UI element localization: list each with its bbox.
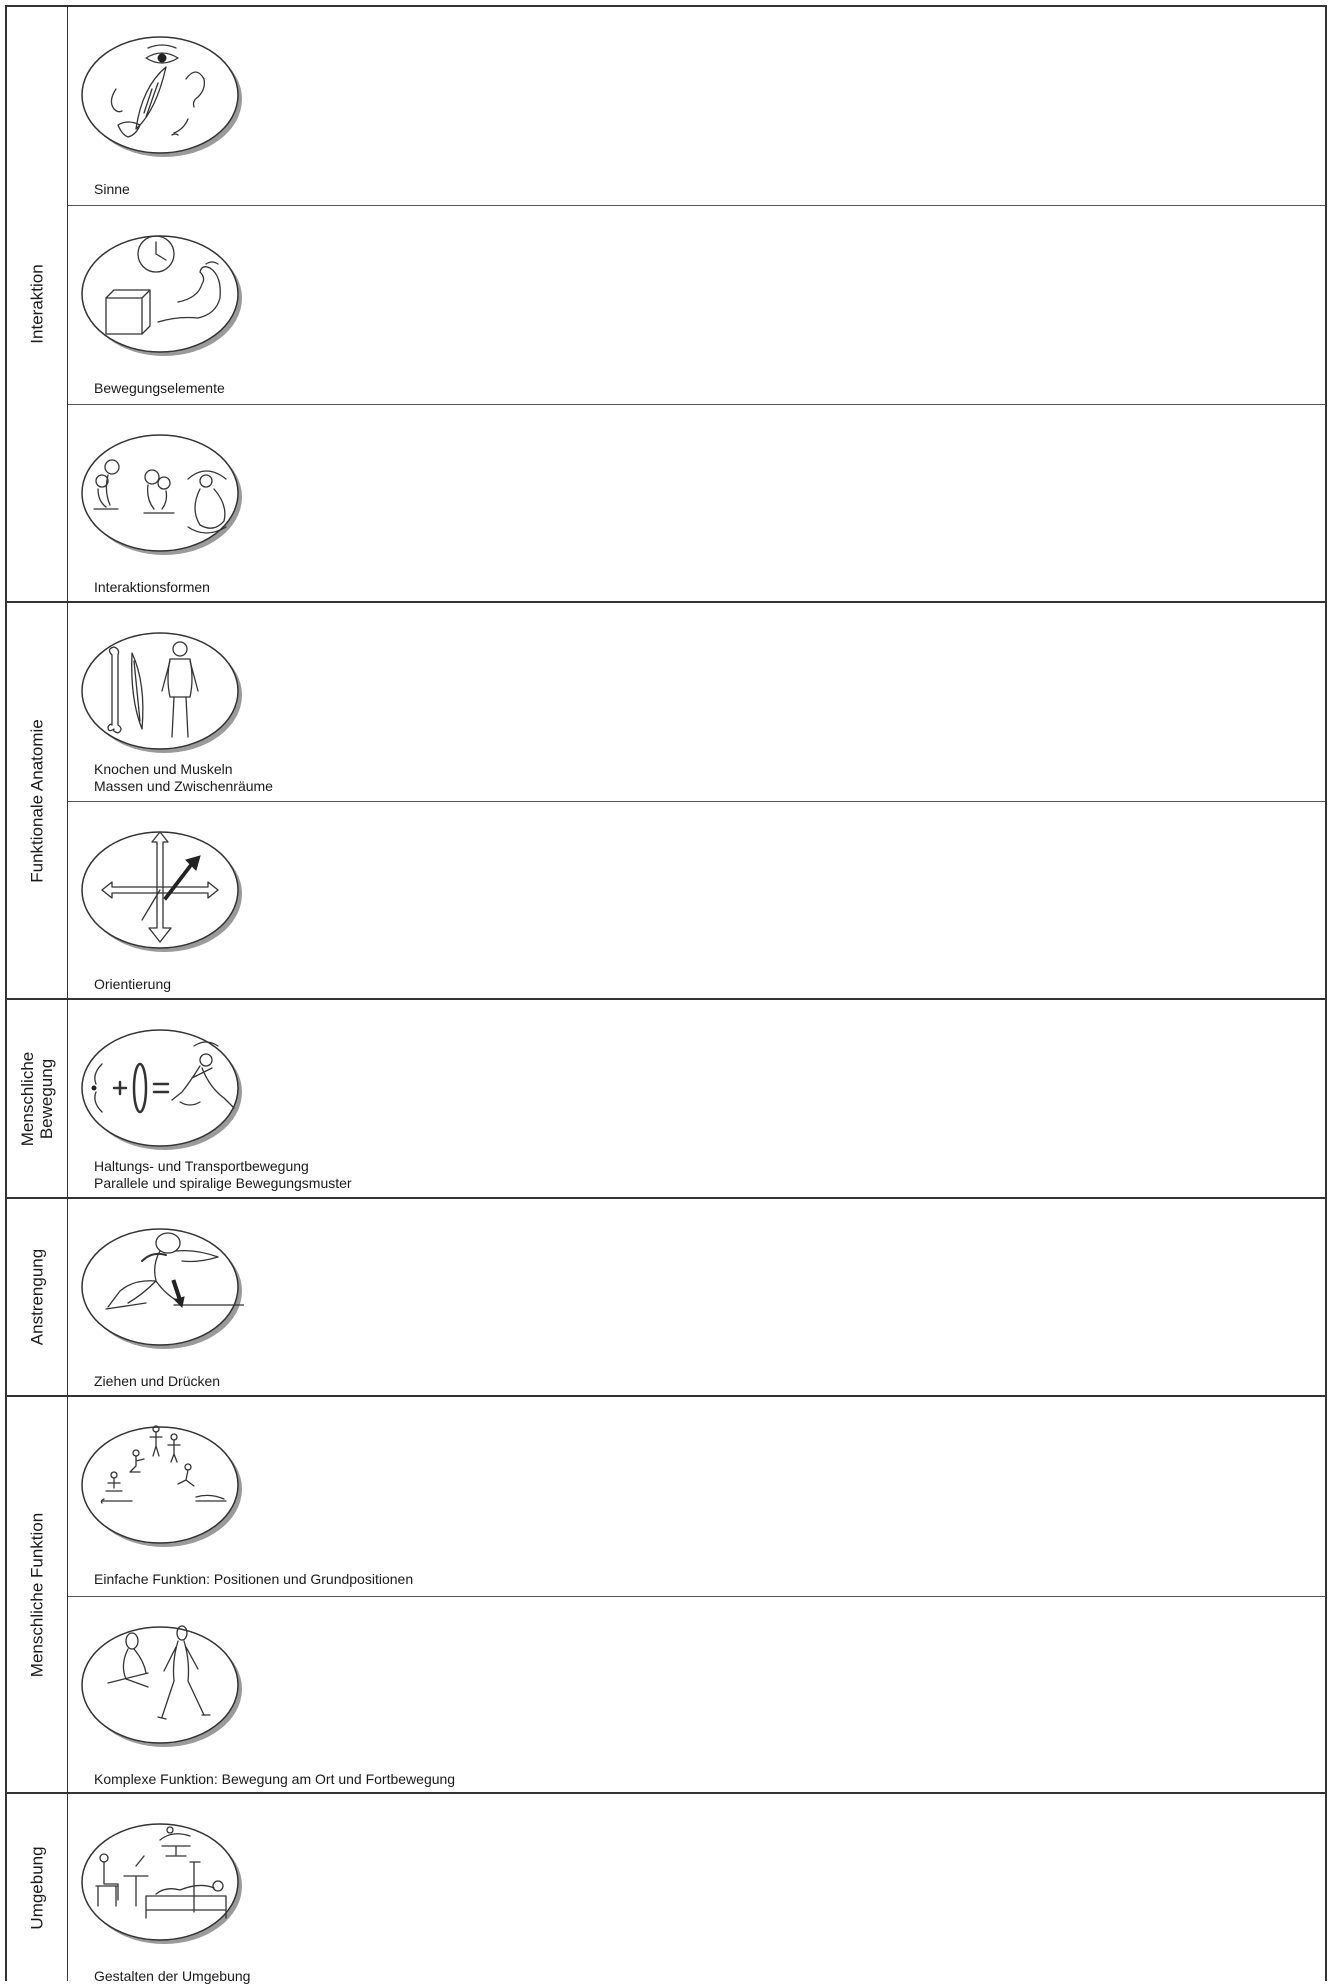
- row-gestalten-umgebung: [68, 1794, 1325, 1983]
- group-label-cell: [7, 1199, 68, 1395]
- row-ziehen-druecken: [68, 1199, 1325, 1397]
- row-caption: [94, 976, 171, 993]
- group-label-line: Bewegung: [37, 1058, 56, 1139]
- group-menschliche-bewegung: [5, 998, 1327, 1197]
- row-caption: [94, 181, 130, 198]
- caption-line: Bewegungselemente: [94, 380, 225, 396]
- group-label: Funktionale Anatomie: [27, 718, 47, 883]
- caption-line: Haltungs- und Transportbewegung: [94, 1158, 309, 1174]
- row-sinne: [68, 7, 1325, 205]
- caption-line: Massen und Zwischenräume: [94, 778, 273, 794]
- environment-icon: [76, 1816, 244, 1944]
- group-label: [18, 1051, 56, 1146]
- senses-icon: [76, 29, 244, 157]
- group-label: Anstrengung: [27, 1248, 47, 1346]
- group-interaktion: [5, 5, 1327, 601]
- group-label-cell: [7, 1794, 68, 1981]
- positions-icon: [76, 1419, 244, 1547]
- row-haltungs-transportbewegung: [68, 1000, 1325, 1199]
- row-caption: [94, 380, 225, 397]
- row-caption: [94, 1968, 250, 1985]
- group-label-cell: [7, 7, 68, 601]
- row-einfache-funktion: [68, 1397, 1325, 1596]
- row-bewegungselemente: [68, 205, 1325, 405]
- caption-line: Parallele und spiralige Bewegungsmuster: [94, 1175, 352, 1191]
- group-label-cell: [7, 1000, 68, 1197]
- movement-elements-icon: [76, 228, 244, 356]
- group-label: Umgebung: [27, 1845, 47, 1930]
- interaction-forms-icon: [76, 427, 244, 555]
- caption-line: Gestalten der Umgebung: [94, 1968, 251, 1984]
- row-caption: [94, 1771, 455, 1788]
- row-orientierung: [68, 801, 1325, 1001]
- row-caption: [94, 579, 210, 596]
- group-label: Menschliche Funktion: [27, 1512, 47, 1677]
- bones-muscles-icon: [76, 625, 244, 753]
- caption-line: Einfache Funktion: Positionen und Grundpositionen: [94, 1571, 414, 1587]
- row-caption: [94, 761, 273, 795]
- group-anstrengung: [5, 1197, 1327, 1395]
- row-caption: [94, 1158, 352, 1192]
- row-interaktionsformen: [68, 404, 1325, 604]
- caption-line: Ziehen und Drücken: [94, 1373, 221, 1389]
- row-caption: [94, 1571, 413, 1588]
- group-umgebung: [5, 1792, 1327, 1984]
- pull-push-icon: [76, 1221, 244, 1349]
- movement-patterns-icon: [76, 1022, 244, 1150]
- row-caption: [94, 1373, 220, 1390]
- locomotion-icon: [76, 1619, 244, 1747]
- group-label-line: Menschliche: [18, 1051, 37, 1146]
- caption-line: Komplexe Funktion: Bewegung am Ort und Fortbewegung: [94, 1771, 456, 1787]
- kinaesthetics-concept-table: [5, 5, 1327, 1984]
- caption-line: Sinne: [94, 181, 130, 197]
- caption-line: Interaktionsformen: [94, 579, 210, 595]
- orientation-icon: [76, 824, 244, 952]
- group-menschliche-funktion: [5, 1395, 1327, 1792]
- group-label-cell: [7, 1397, 68, 1792]
- row-komplexe-funktion: [68, 1596, 1325, 1795]
- caption-line: Orientierung: [94, 976, 172, 992]
- caption-line: Knochen und Muskeln: [94, 761, 233, 777]
- group-label-cell: [7, 603, 68, 998]
- group-label: Interaktion: [27, 264, 47, 344]
- row-knochen-muskeln: [68, 603, 1325, 801]
- group-funktionale-anatomie: [5, 601, 1327, 998]
